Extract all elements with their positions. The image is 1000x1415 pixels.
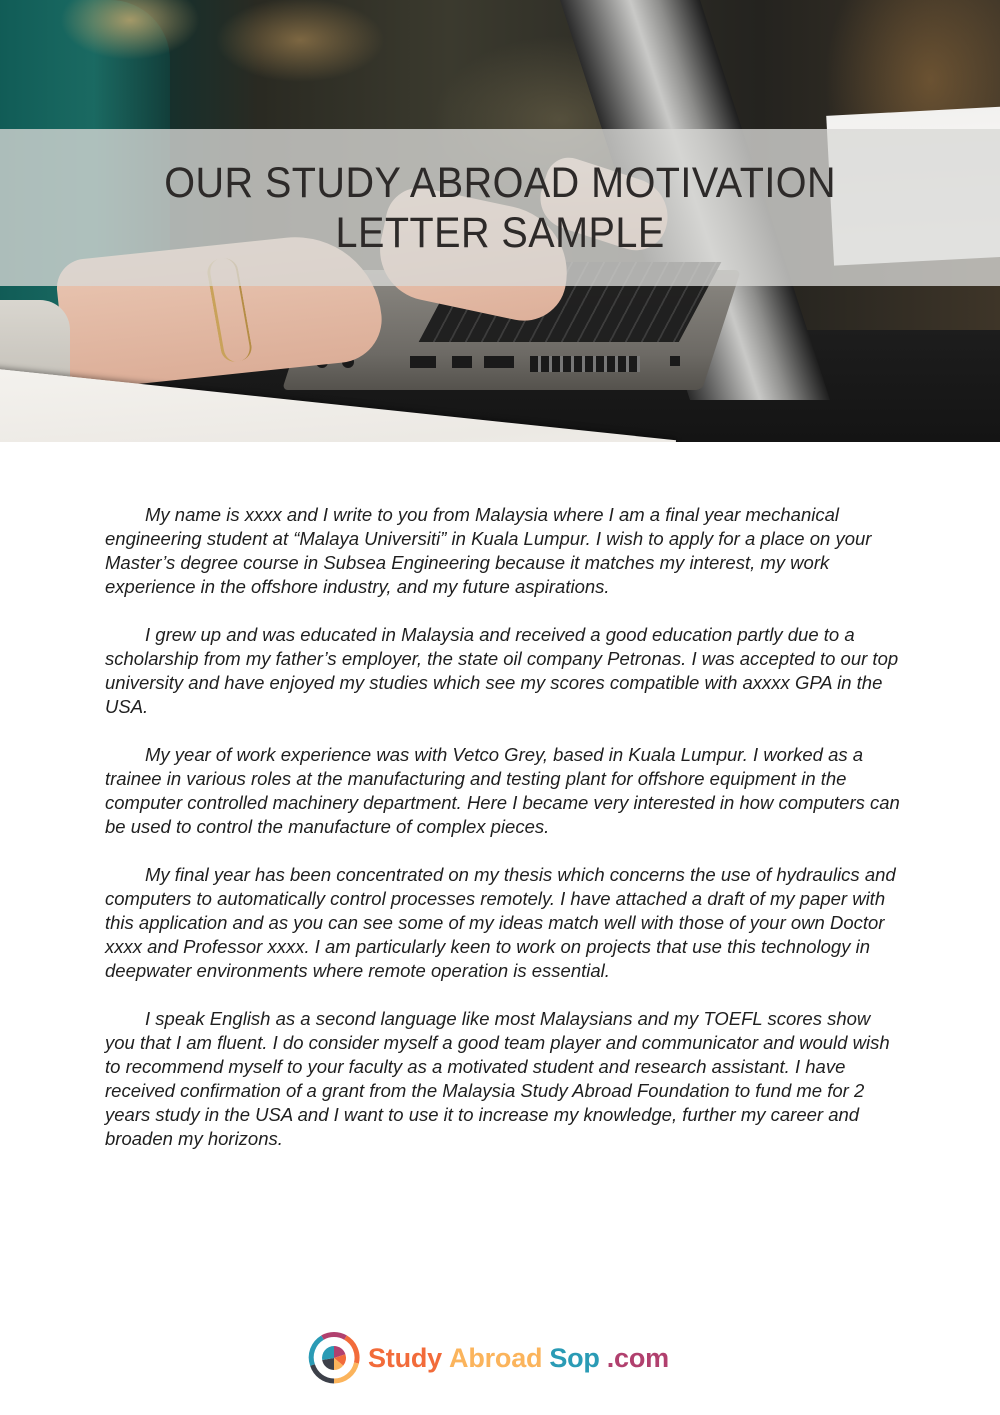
letter-paragraph-2: I grew up and was educated in Malaysia and received a good education partly due to a scholarship from my father’s employer, the state oil company Petronas. I was accepted to our top university and have enjoyed my studies which see my scores compatible with axxxx GPA in the USA.	[105, 624, 899, 717]
letter-body	[105, 503, 905, 1175]
title-banner	[0, 129, 1000, 286]
letter-paragraph-5: I speak English as a second language like most Malaysians and my TOEFL scores show you that I am fluent. I do consider myself a good team player and communicator and would wish to recommend myself to your faculty as a motivated student and research assistant. I have received confirmation of a grant from the Malaysia Study Abroad Foundation to fund me for 2 years study in the USA and I want to use it to increase my knowledge, further my career and broaden my horizons.	[105, 1008, 890, 1149]
photo-hair	[60, 0, 200, 60]
page-title	[164, 158, 836, 258]
brand-wordmark	[368, 1343, 676, 1374]
brand-word-com: .com	[606, 1342, 669, 1373]
brand-logo[interactable]	[308, 1332, 676, 1384]
page-title-line-2: LETTER SAMPLE	[335, 208, 665, 257]
brand-word-study: Study	[368, 1342, 443, 1373]
letter-paragraph-4: My final year has been concentrated on my thesis which concerns the use of hydraulics and computers to automatically control processes remotely. I have attached a draft of my paper with this application and as you can see some of my ideas match well with those of your own Doctor xxxx and Professor xxxx. I am particularly keen to work on projects that use this technology in deepwater environments where remote operation is essential.	[105, 864, 896, 981]
brand-word-sop: Sop	[549, 1342, 600, 1373]
pie-chart-ring-logo-icon	[308, 1332, 360, 1384]
hero-photo	[0, 0, 1000, 442]
page-title-line-1: OUR STUDY ABROAD MOTIVATION	[164, 158, 836, 207]
letter-paragraph-3: My year of work experience was with Vetco Grey, based in Kuala Lumpur. I worked as a trainee in various roles at the manufacturing and testing plant for offshore equipment in the computer controlled machinery department. Here I became very interested in how computers can be used to control the manufacture of complex pieces.	[105, 744, 900, 837]
letter-paragraph-1: My name is xxxx and I write to you from Malaysia where I am a final year mechanical engineering student at “Malaya Universiti” in Kuala Lumpur. I wish to apply for a place on your Master’s degree course in Subsea Engineering because it matches my interest, my work experience in the offshore industry, and my future aspirations.	[105, 504, 872, 597]
brand-word-abroad: Abroad	[449, 1342, 543, 1373]
